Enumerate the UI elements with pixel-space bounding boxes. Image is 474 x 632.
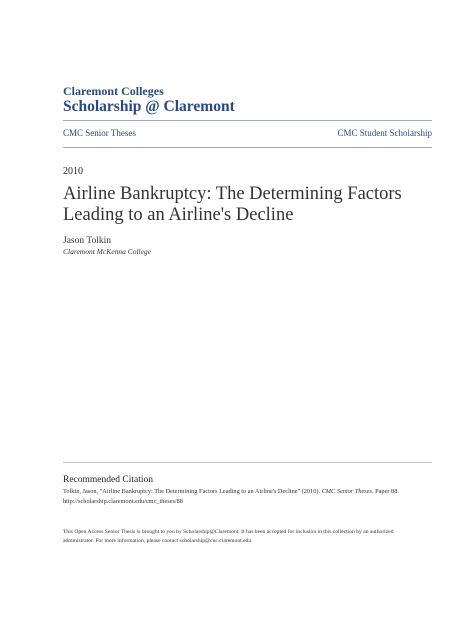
header-divider-bottom [63, 147, 432, 148]
paper-title [63, 184, 443, 226]
link-senior-theses[interactable]: CMC Senior Theses [63, 128, 136, 138]
citation-divider [63, 462, 432, 463]
link-student-scholarship[interactable]: CMC Student Scholarship [337, 128, 432, 138]
notice-line-1: This Open Access Senior Thesis is brought to you by Scholarship@Claremont. It has been accepted for inclusion in this collection by an authorized [63, 529, 394, 535]
publication-year: 2010 [63, 166, 83, 177]
author-name: Jason Tolkin [63, 236, 111, 246]
citation-url[interactable]: http://scholarship.claremont.edu/cmc_theses/88 [63, 497, 183, 505]
notice-line-2-prefix: administrator. For more information, please contact [63, 537, 180, 544]
institution-name[interactable]: Claremont Colleges [63, 84, 164, 98]
citation-part-1: Tolkin, Jason, "Airline Bankruptcy: The Determining Factors Leading to an Airline's Decline" (2010). [63, 488, 322, 495]
header-divider-top [63, 120, 432, 121]
citation-heading: Recommended Citation [63, 475, 153, 485]
notice-line-2-suffix: . [251, 537, 253, 544]
contact-email-link[interactable]: scholarship@cuc.claremont.edu [179, 537, 252, 544]
citation-part-2: . Paper 88. [371, 488, 399, 495]
author-affiliation: Claremont McKenna College [63, 247, 152, 256]
citation-text [63, 487, 443, 506]
repository-header [63, 84, 235, 116]
open-access-notice [63, 528, 443, 545]
repository-name[interactable]: Scholarship @ Claremont [63, 98, 235, 115]
paper-title-line-1: Airline Bankruptcy: The Determining Factors [63, 184, 402, 204]
paper-title-line-2: Leading to an Airline's Decline [63, 205, 294, 225]
citation-series: CMC Senior Theses [321, 488, 372, 495]
